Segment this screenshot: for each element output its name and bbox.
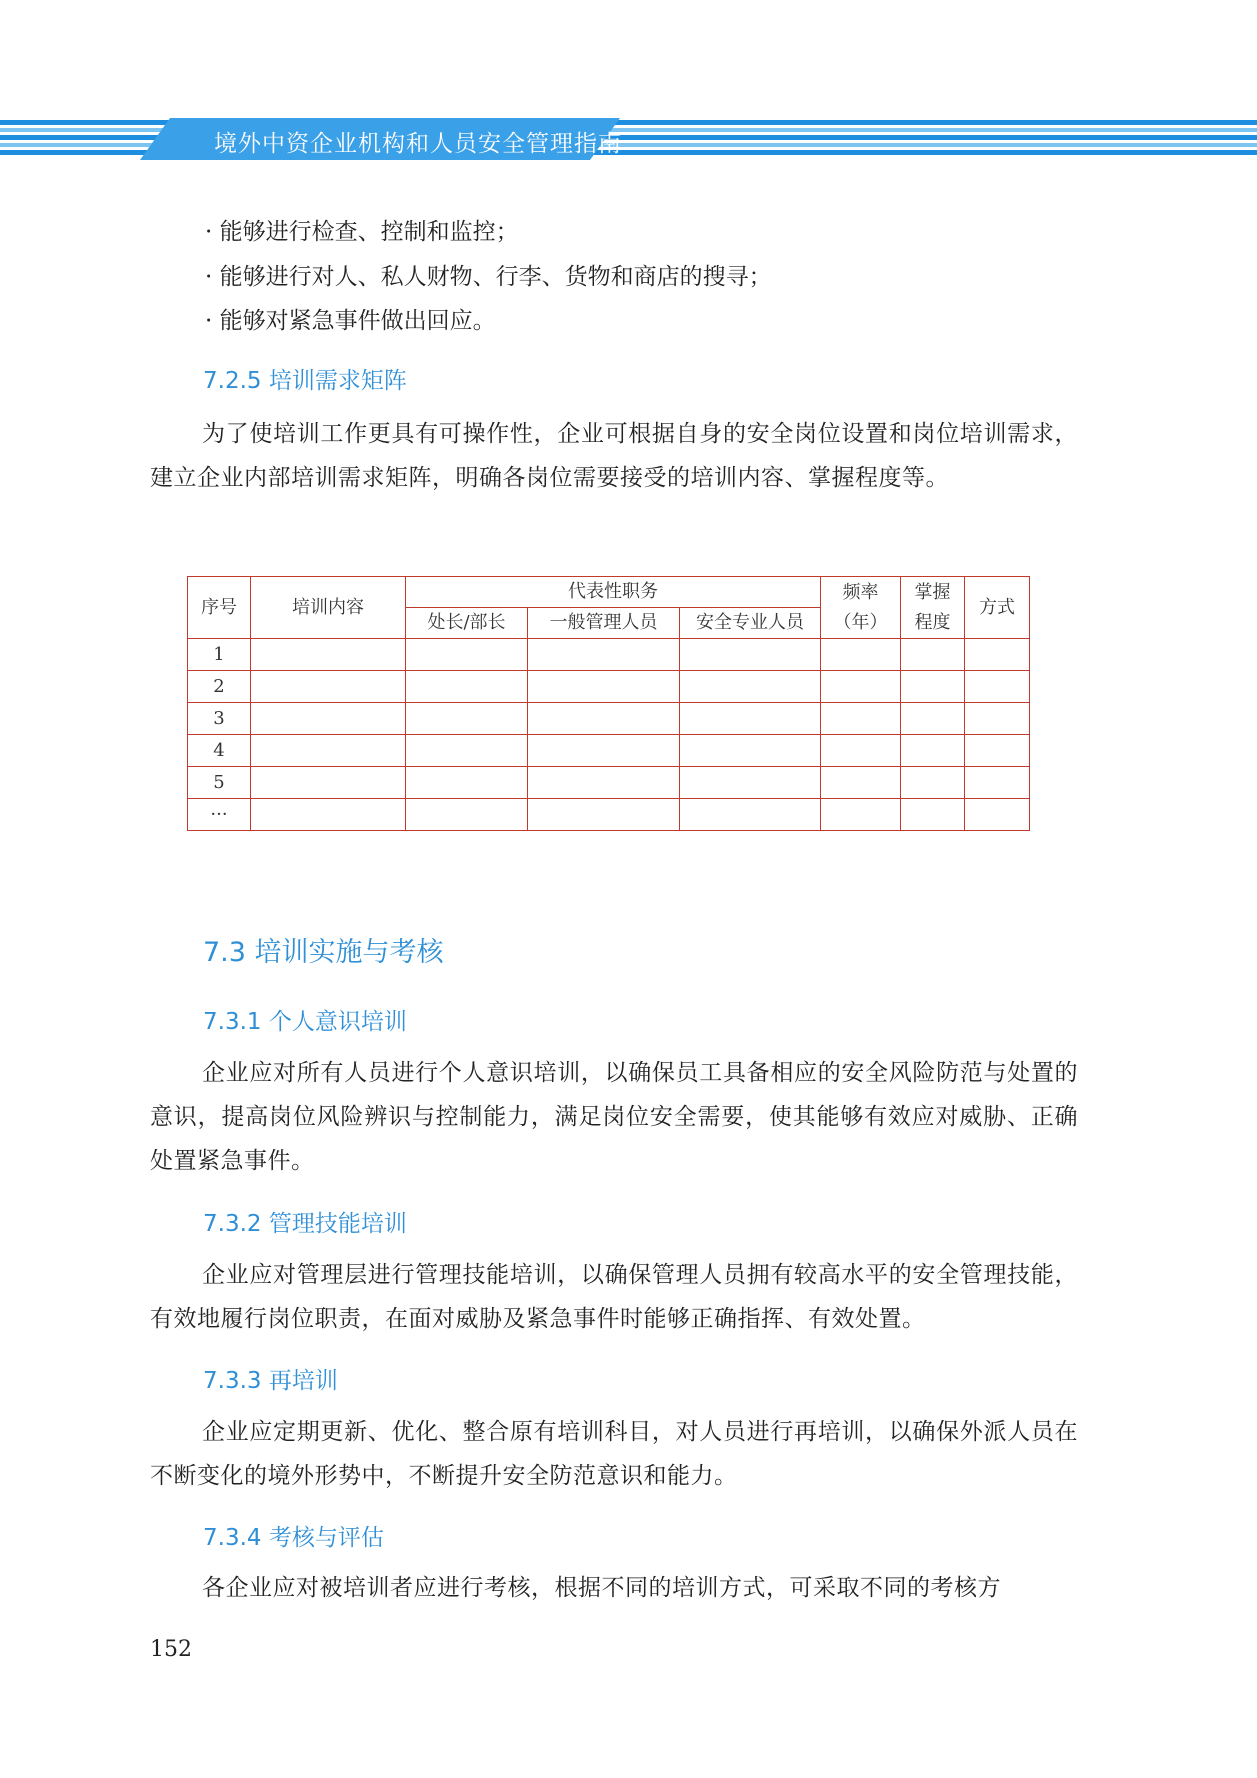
section-heading-7-3-3: 7.3.3 再培训 [203, 1368, 338, 1394]
header-method: 方式 [965, 577, 1030, 639]
header-banner [0, 118, 1257, 160]
cell [965, 799, 1030, 831]
row-number: 3 [188, 703, 251, 735]
cell [901, 671, 965, 703]
cell [406, 671, 528, 703]
table-row [188, 799, 1030, 831]
table-row [188, 703, 1030, 735]
table-row [188, 735, 1030, 767]
cell [528, 767, 680, 799]
row-number: ··· [188, 799, 251, 831]
bullet-item: · 能够对紧急事件做出回应。 [205, 308, 496, 334]
header-content: 培训内容 [251, 577, 406, 639]
row-number: 5 [188, 767, 251, 799]
cell [965, 671, 1030, 703]
table-row [188, 767, 1030, 799]
training-needs-matrix [187, 576, 1030, 831]
page-number: 152 [150, 1637, 192, 1662]
cell [901, 639, 965, 671]
cell [680, 799, 821, 831]
cell [680, 767, 821, 799]
cell [680, 703, 821, 735]
cell [821, 767, 901, 799]
cell [965, 703, 1030, 735]
header-mastery-line1: 掌握 [914, 581, 951, 603]
paragraph-7-2-5: 为了使培训工作更具有可操作性，企业可根据自身的安全岗位设置和岗位培训需求，建立企业内部培训需求矩阵，明确各岗位需要接受的培训内容、掌握程度等。 [150, 421, 1078, 491]
cell [251, 671, 406, 703]
header-frequency-line1: 频率 [842, 581, 879, 603]
header-frequency [821, 577, 901, 639]
banner-stripes [0, 118, 1257, 160]
header-mastery-line2: 程度 [914, 611, 951, 633]
header-positions-group: 代表性职务 [406, 577, 821, 608]
row-number: 1 [188, 639, 251, 671]
cell [406, 799, 528, 831]
cell [821, 671, 901, 703]
cell [406, 767, 528, 799]
paragraph-7-3-2: 企业应对管理层进行管理技能培训，以确保管理人员拥有较高水平的安全管理技能，有效地履行岗位职责，在面对威胁及紧急事件时能够正确指挥、有效处置。 [150, 1262, 1078, 1332]
header-position-director: 处长/部长 [406, 608, 528, 639]
paragraph-7-3-1: 企业应对所有人员进行个人意识培训，以确保员工具备相应的安全风险防范与处置的意识，提高岗位风险辨识与控制能力，满足岗位安全需要，使其能够有效应对威胁、正确处置紧急事件。 [150, 1060, 1078, 1174]
cell [821, 735, 901, 767]
cell [251, 703, 406, 735]
cell [901, 767, 965, 799]
cell [406, 735, 528, 767]
cell [821, 703, 901, 735]
header-position-manager: 一般管理人员 [528, 608, 680, 639]
cell [251, 799, 406, 831]
header-seq: 序号 [188, 577, 251, 639]
cell [901, 703, 965, 735]
cell [901, 735, 965, 767]
row-number: 4 [188, 735, 251, 767]
cell [680, 735, 821, 767]
cell [251, 735, 406, 767]
cell [680, 639, 821, 671]
bullet-item: · 能够进行检查、控制和监控； [205, 219, 519, 245]
cell [406, 639, 528, 671]
cell [528, 639, 680, 671]
section-heading-7-2-5: 7.2.5 培训需求矩阵 [203, 368, 407, 394]
section-heading-7-3-2: 7.3.2 管理技能培训 [203, 1211, 407, 1237]
cell [528, 735, 680, 767]
paragraph-7-3-3: 企业应定期更新、优化、整合原有培训科目，对人员进行再培训，以确保外派人员在不断变化的境外形势中，不断提升安全防范意识和能力。 [150, 1419, 1078, 1489]
cell [821, 639, 901, 671]
cell [528, 703, 680, 735]
header-position-security: 安全专业人员 [680, 608, 821, 639]
header-frequency-line2: （年） [833, 611, 888, 633]
cell [406, 703, 528, 735]
section-heading-7-3: 7.3 培训实施与考核 [203, 937, 444, 968]
header-title: 境外中资企业机构和人员安全管理指南 [214, 131, 622, 157]
cell [528, 799, 680, 831]
row-number: 2 [188, 671, 251, 703]
cell [965, 767, 1030, 799]
bullet-item: · 能够进行对人、私人财物、行李、货物和商店的搜寻； [205, 264, 772, 290]
cell [528, 671, 680, 703]
cell [680, 671, 821, 703]
paragraph-7-3-4: 各企业应对被培训者应进行考核，根据不同的培训方式，可采取不同的考核方 [202, 1575, 1001, 1601]
table-row [188, 671, 1030, 703]
cell [251, 767, 406, 799]
header-mastery [901, 577, 965, 639]
section-heading-7-3-1: 7.3.1 个人意识培训 [203, 1009, 407, 1035]
section-heading-7-3-4: 7.3.4 考核与评估 [203, 1525, 384, 1551]
cell [251, 639, 406, 671]
cell [965, 639, 1030, 671]
cell [821, 799, 901, 831]
cell [965, 735, 1030, 767]
cell [901, 799, 965, 831]
table-row [188, 639, 1030, 671]
